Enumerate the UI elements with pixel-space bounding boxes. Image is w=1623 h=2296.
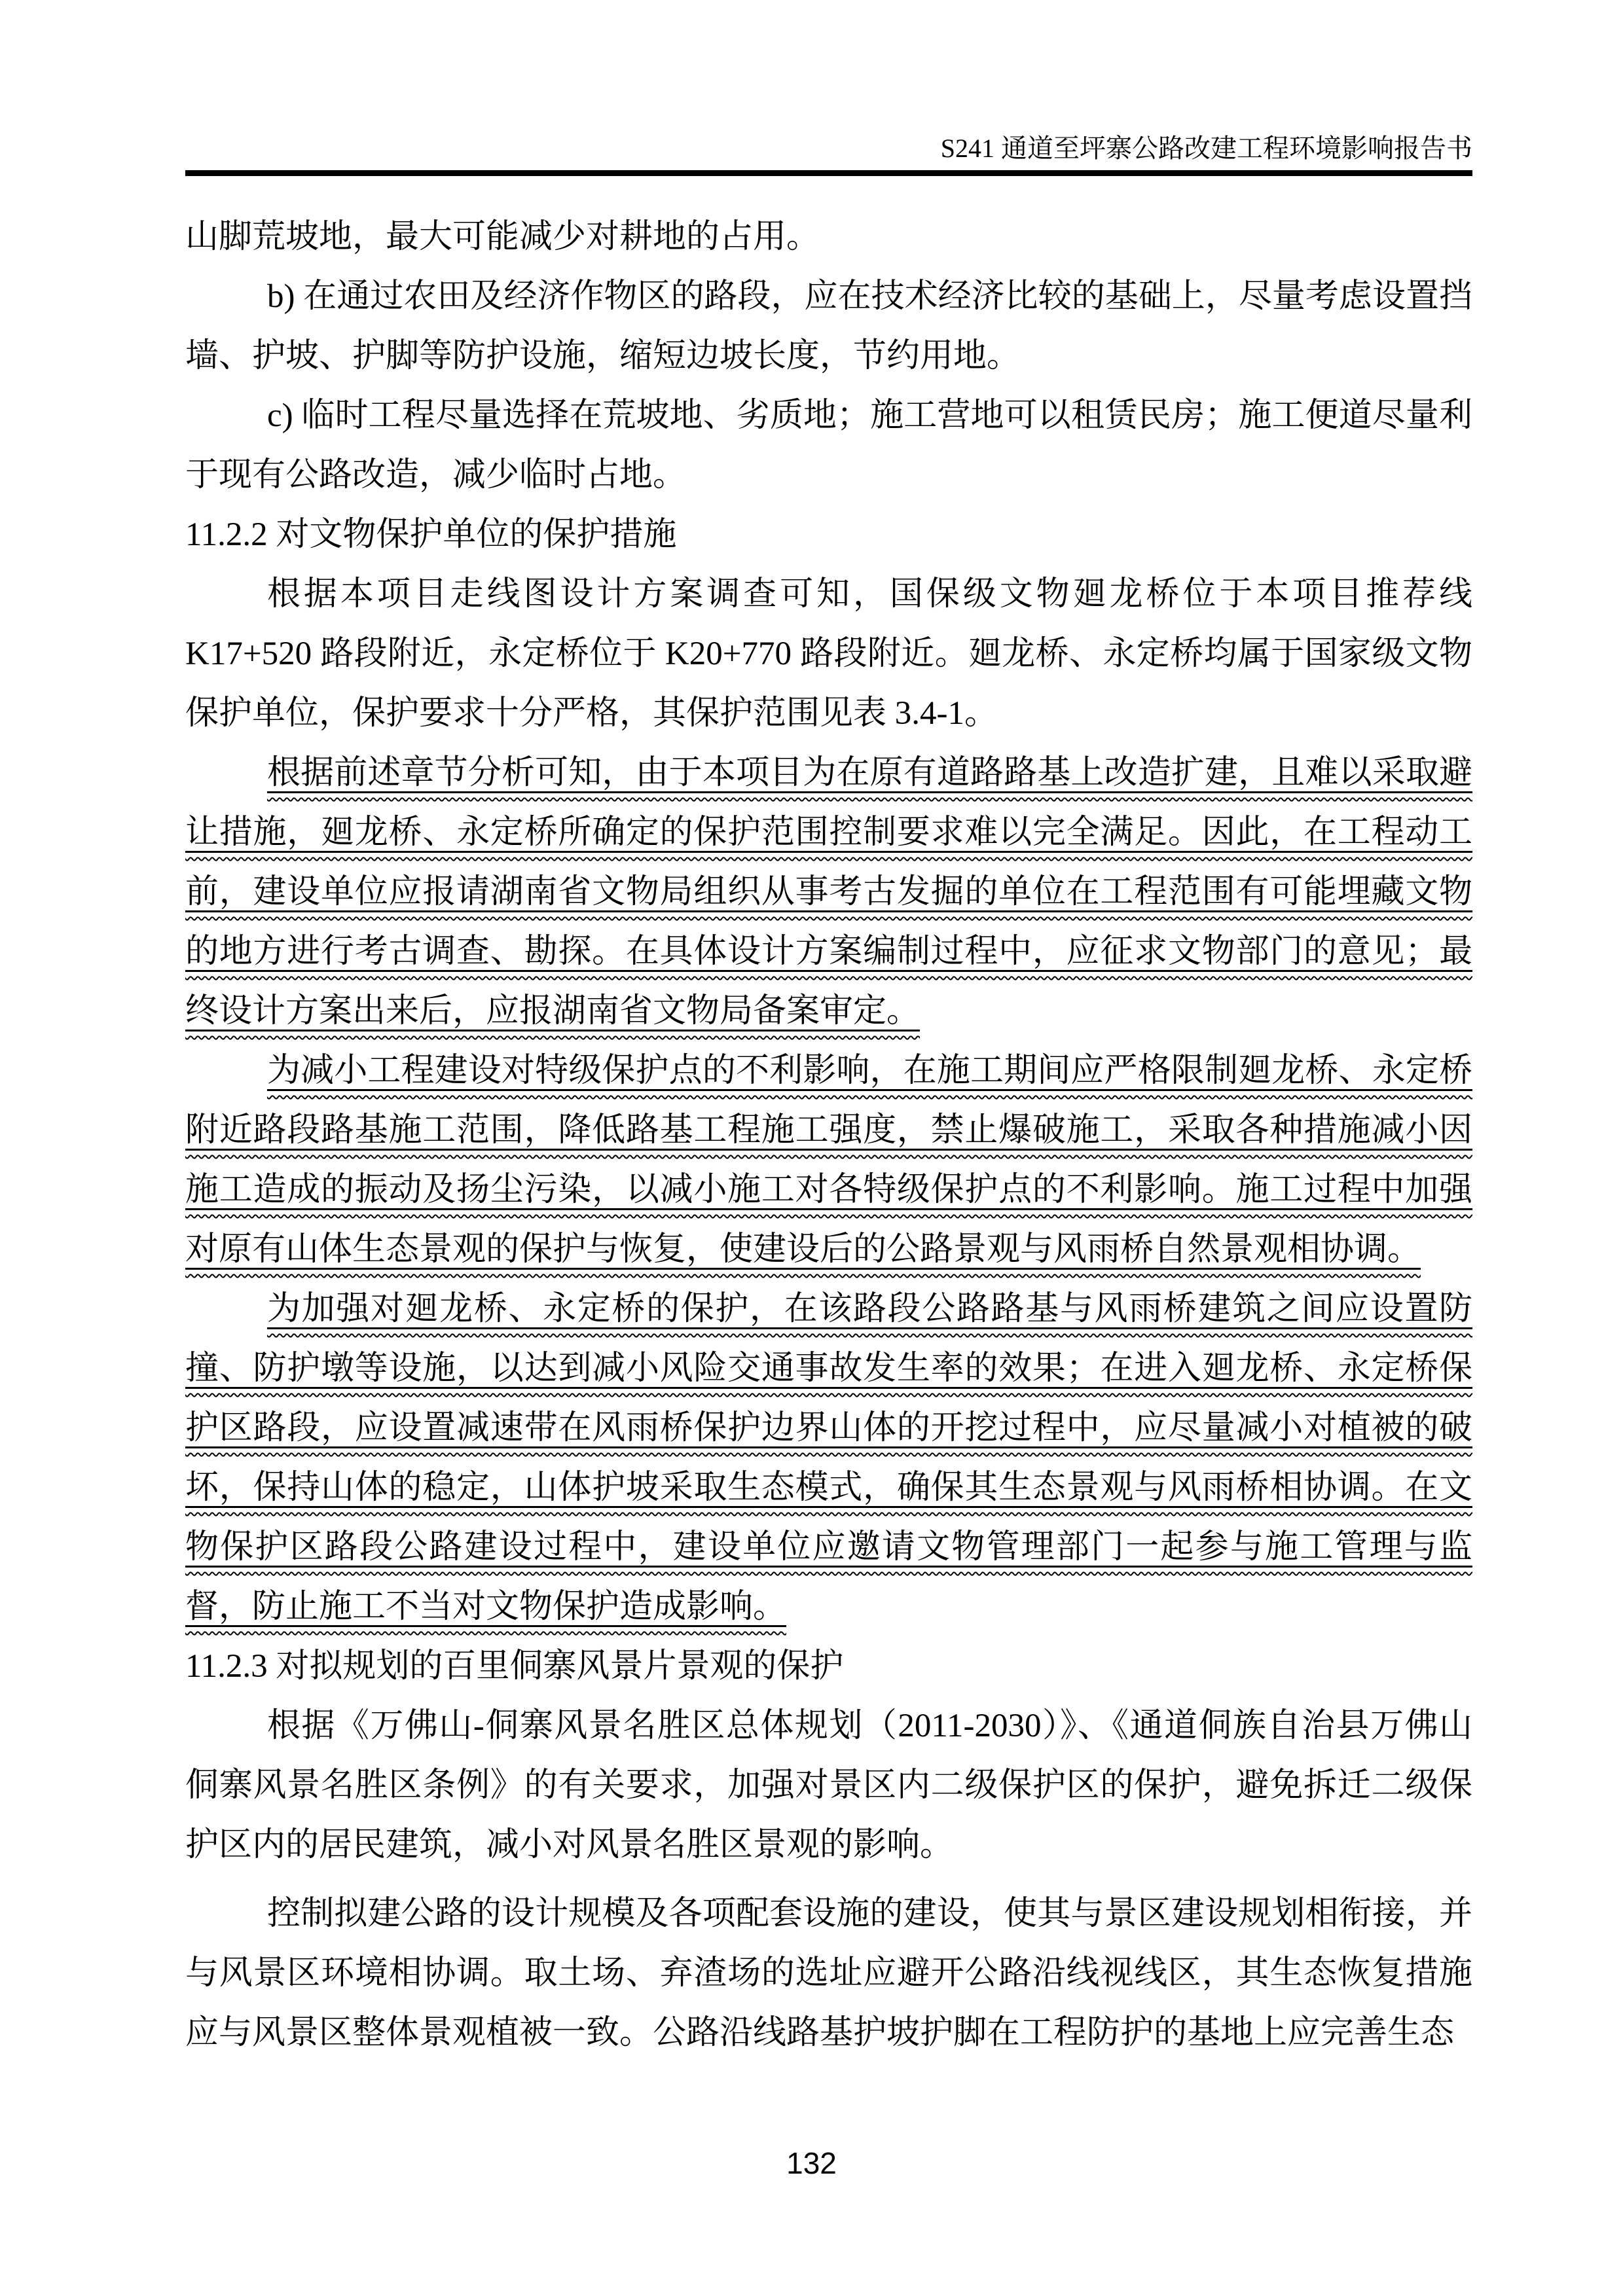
section-heading-11-2-3: 11.2.3 对拟规划的百里侗寨风景片景观的保护 — [185, 1648, 844, 1685]
header-title: S241 通道至坪寨公路改建工程环境影响报告书 — [940, 134, 1472, 163]
body-paragraph-underlined — [185, 744, 1472, 1041]
page-header — [185, 134, 1472, 176]
body-paragraph-underlined — [185, 1280, 1472, 1637]
section-heading-11-2-2: 11.2.2 对文物保护单位的保护措施 — [185, 516, 677, 553]
underlined-text: 为减小工程建设对特级保护点的不利影响，在施工期间应严格限制廻龙桥、永定桥附近路段路基施工范围，降低路基工程施工强度，禁止爆破施工，采取各种措施减小因施工造成的振动及扬尘污染，以减小施工对各特级保护点的不利影响。施工过程中加强对原有山体生态景观的保护与恢复，使建设后的公路景观与风雨桥自然景观相协调。 — [185, 1052, 1472, 1268]
body-paragraph: 控制拟建公路的设计规模及各项配套设施的建设，使其与景区建设规划相衔接，并与风景区环境相协调。取土场、弃渣场的选址应避开公路沿线视线区，其生态恢复措施应与风景区整体景观植被一致。公路沿线路基护坡护脚在工程防护的基地上应完善生态 — [185, 1895, 1472, 2051]
body-paragraph: 根据《万佛山-侗寨风景名胜区总体规划（2011-2030）》、《通道侗族自治县万佛山侗寨风景名胜区条例》的有关要求，加强对景区内二级保护区的保护，避免拆迁二级保护区内的居民建筑，减小对风景名胜区景观的影响。 — [185, 1708, 1472, 1863]
page-number: 132 — [786, 2146, 837, 2180]
body-paragraph-underlined — [185, 1041, 1472, 1280]
body-paragraph: b) 在通过农田及经济作物区的路段，应在技术经济比较的基础上，尽量考虑设置挡墙、护坡、护脚等防护设施，缩短边坡长度，节约用地。 — [185, 278, 1472, 374]
page-footer — [0, 2145, 1623, 2181]
underlined-text: 为加强对廻龙桥、永定桥的保护，在该路段公路路基与风雨桥建筑之间应设置防撞、防护墩等设施，以达到减小风险交通事故发生率的效果；在进入廻龙桥、永定桥保护区路段，应设置减速带在风雨桥保护边界山体的开挖过程中，应尽量减小对植被的破坏，保持山体的稳定，山体护坡采取生态模式，确保其生态景观与风雨桥相协调。在文物保护区路段公路建设过程中，建设单位应邀请文物管理部门一起参与施工管理与监督，防止施工不当对文物保护造成影响。 — [185, 1291, 1472, 1625]
document-body — [185, 207, 1472, 2063]
body-paragraph: c) 临时工程尽量选择在荒坡地、劣质地；施工营地可以租赁民房；施工便道尽量利于现有公路改造，减少临时占地。 — [185, 397, 1472, 493]
body-paragraph: 山脚荒坡地，最大可能减少对耕地的占用。 — [185, 219, 820, 255]
underlined-text: 根据前述章节分析可知，由于本项目为在原有道路路基上改造扩建，且难以采取避让措施，廻龙桥、永定桥所确定的保护范围控制要求难以完全满足。因此，在工程动工前，建设单位应报请湖南省文物局组织从事考古发掘的单位在工程范围有可能埋藏文物的地方进行考古调查、勘探。在具体设计方案编制过程中，应征求文物部门的意见；最终设计方案出来后，应报湖南省文物局备案审定。 — [185, 755, 1472, 1030]
body-paragraph: 根据本项目走线图设计方案调查可知，国保级文物廻龙桥位于本项目推荐线 K17+520 路段附近，永定桥位于 K20+770 路段附近。廻龙桥、永定桥均属于国家级文物保护单位，保护要求十分严格，其保护范围见表 3.4-1。 — [185, 576, 1472, 732]
